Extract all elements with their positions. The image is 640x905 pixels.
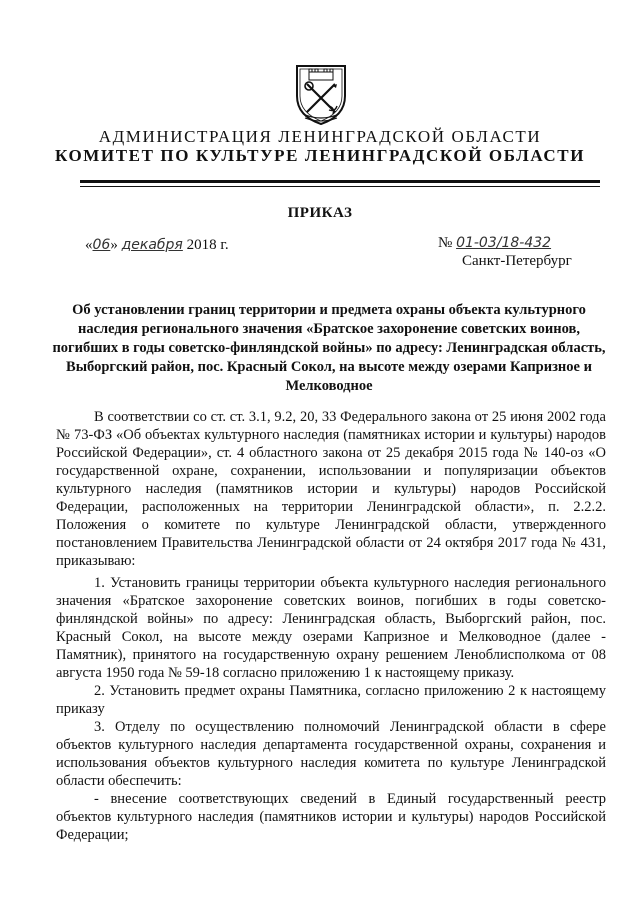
- date-quote-close: »: [110, 237, 118, 253]
- order-items: [56, 574, 606, 844]
- preamble: [56, 408, 606, 570]
- order-item-3-subitem: - внесение соответствующих сведений в Единый государственный реестр объектов культурного наследия (памятников истории и культуры) народов Российской Федерации;: [56, 791, 606, 843]
- header-divider-thin: [80, 186, 600, 187]
- order-item-3: 3. Отделу по осуществлению полномочий Ленинградской области в сфере объектов культурного наследия департамента государственной охраны, сохранения и использования объектов культурного наследия комитета по культуре Ленинградской области обеспечить:: [56, 719, 606, 789]
- document-date: [85, 237, 229, 254]
- preamble-text: В соответствии со ст. ст. 3.1, 9.2, 20, 33 Федерального закона от 25 июня 2002 года № 73-ФЗ «Об объектах культурного наследия (памятниках истории и культуры) народов Российской Федерации», ст. 4 областного закона от 25 декабря 2015 года № 140-оз «О государственной охране, сохранении, использовании и популяризации объектов культурного наследия (памятников истории и культуры) народов Российской Федерации, расположенных на территории Ленинградской области», п. 2.2.2. Положения о комитете по культуре Ленинградской области, утвержденного постановлением Правительства Ленинградской области от 24 октября 2017 года № 431, приказываю:: [56, 409, 606, 569]
- org-name-line1: АДМИНИСТРАЦИЯ ЛЕНИНГРАДСКОЙ ОБЛАСТИ: [98, 127, 542, 146]
- document-city: Санкт-Петербург: [462, 253, 572, 269]
- org-name-line2: КОМИТЕТ ПО КУЛЬТУРЕ ЛЕНИНГРАДСКОЙ ОБЛАСТИ: [54, 146, 586, 165]
- header-divider-thick: [80, 180, 600, 183]
- date-quote-open: «: [85, 237, 93, 253]
- document-number: [438, 235, 551, 252]
- order-item-1: 1. Установить границы территории объекта культурного наследия регионального значения «Братское захоронение советских воинов, погибших в годы советско-финляндской войны» по адресу: Ленинградская область, Выборгский район, пос. Красный Сокол, на высоте между озерами Капризное и Мелководное (далее - Памятник), принятого на государственную охрану решением Леноблисполкома от 08 августа 1950 года № 59-18 согласно приложению 1 к настоящему приказу.: [56, 575, 606, 681]
- date-year: 2018 г.: [186, 237, 229, 253]
- number-value: 01-03/18-432: [456, 235, 552, 251]
- date-month: декабря: [121, 237, 183, 253]
- number-sign: №: [438, 235, 453, 251]
- document-title: Об установлении границ территории и предмета охраны объекта культурного наследия регионального значения «Братское захоронение советских воинов, погибших в годы советско-финляндской войны» по адресу: Ленинградская область, Выборгский район, пос. Красный Сокол, на высоте между озерами Капризное и Мелководное: [52, 302, 606, 394]
- coat-of-arms-icon: [293, 62, 349, 126]
- order-item-2: 2. Установить предмет охраны Памятника, согласно приложению 2 к настоящему приказу: [56, 683, 606, 717]
- document-type: ПРИКАЗ: [287, 205, 353, 221]
- date-day: 06: [92, 237, 111, 253]
